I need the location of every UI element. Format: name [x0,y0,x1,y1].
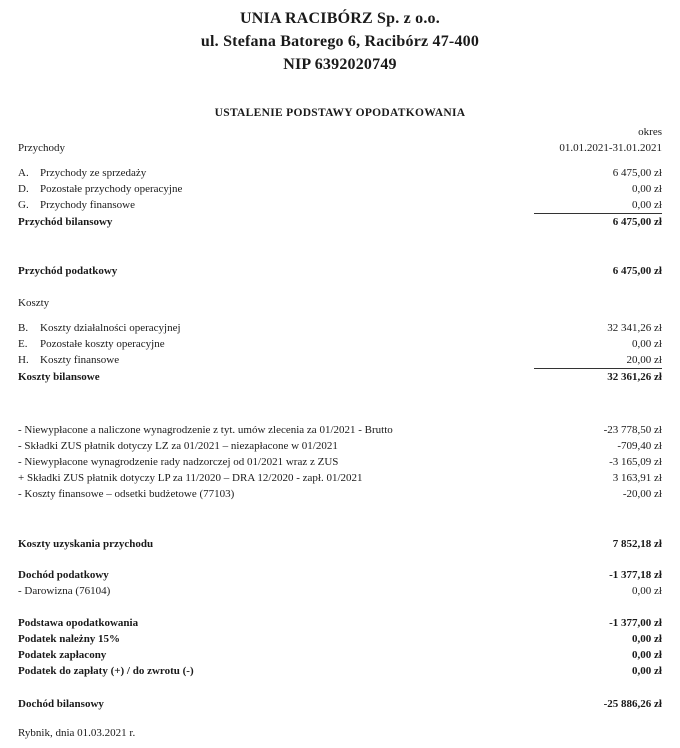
cost-value: 0,00 zł [632,338,662,350]
adjustment-label: - Koszty finansowe – odsetki budżetowe (77103) [18,488,235,500]
adjustment-row [18,455,662,469]
revenue-row [18,198,662,212]
company-name: UNIA RACIBÓRZ Sp. z o.o. [240,10,440,27]
adjustment-value: -3 165,09 zł [609,456,662,468]
balance-income-label: Dochód bilansowy [18,698,104,710]
tax-summary-row [18,616,662,630]
balance-income-row [18,697,662,711]
costs-total-row [18,370,662,384]
revenue-value: 0,00 zł [632,183,662,195]
adjustment-label: - Niewypłacone wynagrodzenie rady nadzorczej od 01/2021 wraz z ZUS [18,456,339,468]
cost-row [18,321,662,335]
adjustment-value: -709,40 zł [617,440,662,452]
cost-of-revenue-value: 7 852,18 zł [612,538,662,550]
costs-heading-row [18,296,662,310]
revenue-code: G. [18,199,29,211]
costs-heading: Koszty [18,297,50,309]
costs-total-value: 32 361,26 zł [607,371,662,383]
adjustment-value: -23 778,50 zł [603,424,662,436]
cost-label: Pozostałe koszty operacyjne [40,338,165,350]
adjustment-label: - Składki ZUS płatnik dotyczy LZ za 01/2021 – niezapłacone w 01/2021 [18,440,338,452]
costs-total-label: Koszty bilansowe [18,371,100,383]
donation-value: 0,00 zł [632,585,662,597]
costs-sum-rule [534,368,662,369]
revenue-code: D. [18,183,29,195]
revenue-row [18,182,662,196]
tax-summary-label: Podstawa opodatkowania [18,617,139,629]
adjustment-row [18,423,662,437]
donation-row [18,584,662,598]
tax-summary-value: 0,00 zł [632,665,662,677]
revenue-label: Przychody ze sprzedaży [40,167,147,179]
donation-label: - Darowizna (76104) [18,585,111,597]
adjustment-label: - Niewypłacone a naliczone wynagrodzenie z tyt. umów zlecenia za 01/2021 - Brutto [18,424,393,436]
cost-code: H. [18,354,29,366]
tax-summary-label: Podatek do zapłaty (+) / do zwrotu (-) [18,665,194,677]
tax-revenue-value: 6 475,00 zł [612,265,662,277]
tax-revenue-row [18,264,662,278]
cost-of-revenue-label: Koszty uzyskania przychodu [18,538,154,550]
company-nip: NIP 6392020749 [283,56,397,73]
cost-label: Koszty finansowe [40,354,120,366]
revenue-code: A. [18,167,29,179]
revenue-heading: Przychody [18,142,66,154]
balance-income-value: -25 886,26 zł [603,698,662,710]
tax-income-label: Dochód podatkowy [18,569,109,581]
revenue-label: Przychody finansowe [40,199,136,211]
cost-row [18,353,662,367]
adjustment-value: -20,00 zł [622,488,662,500]
adjustment-label: + Składki ZUS płatnik dotyczy LP za 11/2020 – DRA 12/2020 - zapł. 01/2021 [18,472,363,484]
cost-code: E. [18,338,28,350]
cost-of-revenue-row [18,537,662,551]
tax-summary-value: -1 377,00 zł [609,617,662,629]
tax-summary-value: 0,00 zł [632,649,662,661]
cost-value: 20,00 zł [626,354,662,366]
tax-summary-label: Podatek zapłacony [18,649,107,661]
tax-revenue-label: Przychód podatkowy [18,265,118,277]
cost-code: B. [18,322,29,334]
adjustment-row [18,439,662,453]
company-address: ul. Stefana Batorego 6, Racibórz 47-400 [200,33,480,50]
tax-summary-row [18,632,662,646]
revenue-heading-row [18,141,662,155]
period-label: okres [638,126,662,138]
revenue-label: Pozostałe przychody operacyjne [40,183,183,195]
adjustment-row [18,487,662,501]
cost-row [18,337,662,351]
tax-summary-label: Podatek należny 15% [18,633,121,645]
document-title: USTALENIE PODSTAWY OPODATKOWANIA [214,107,466,119]
cost-label: Koszty działalności operacyjnej [40,322,181,334]
place-and-date: Rybnik, dnia 01.03.2021 r. [18,727,136,739]
revenue-total-row [18,215,662,229]
tax-income-row [18,568,662,582]
revenue-total-value: 6 475,00 zł [612,216,662,228]
period-value: 01.01.2021-31.01.2021 [559,142,662,154]
revenue-total-label: Przychód bilansowy [18,216,113,228]
adjustment-row [18,471,662,485]
cost-value: 32 341,26 zł [607,322,662,334]
revenue-row [18,166,662,180]
revenue-sum-rule [534,213,662,214]
revenue-value: 6 475,00 zł [612,167,662,179]
tax-income-value: -1 377,18 zł [609,569,662,581]
adjustment-value: 3 163,91 zł [612,472,662,484]
tax-summary-row [18,664,662,678]
revenue-value: 0,00 zł [632,199,662,211]
tax-summary-row [18,648,662,662]
tax-summary-value: 0,00 zł [632,633,662,645]
